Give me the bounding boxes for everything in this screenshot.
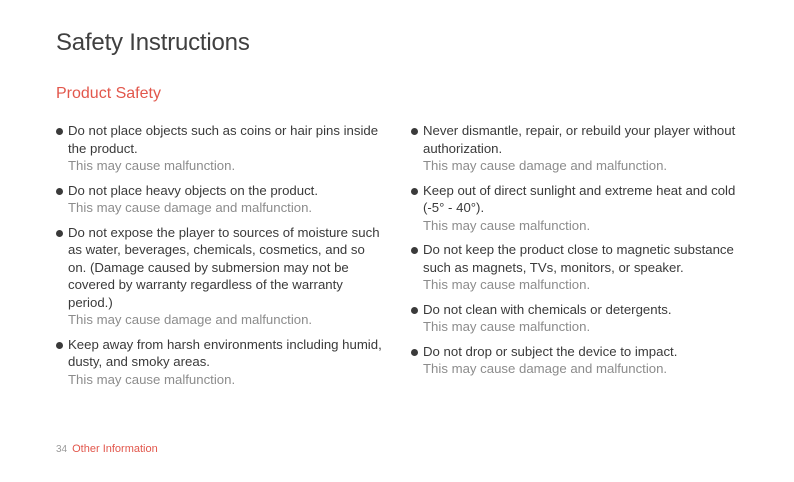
list-item bbox=[56, 224, 386, 329]
bullet-icon bbox=[411, 307, 418, 314]
page-footer bbox=[56, 443, 158, 455]
right-column bbox=[411, 122, 741, 385]
bullet-icon bbox=[411, 128, 418, 135]
bullet-icon bbox=[411, 247, 418, 254]
footer-section-label: Other Information bbox=[72, 443, 158, 455]
instruction-note: This may cause malfunction. bbox=[68, 371, 236, 387]
instruction-note: This may cause damage and malfunction. bbox=[68, 200, 313, 215]
bullet-icon bbox=[56, 230, 63, 237]
bullet-icon bbox=[56, 342, 63, 349]
list-item bbox=[411, 301, 741, 336]
instruction-note: This may cause malfunction. bbox=[423, 277, 591, 292]
list-item bbox=[56, 336, 386, 389]
list-item bbox=[411, 343, 741, 378]
instruction-text: Never dismantle, repair, or rebuild your player without authorization. bbox=[423, 123, 736, 156]
bullet-icon bbox=[411, 188, 418, 195]
page-number: 34 bbox=[56, 444, 68, 455]
instruction-note: This may cause malfunction. bbox=[423, 217, 591, 233]
instruction-note: This may cause malfunction. bbox=[423, 319, 591, 334]
list-item bbox=[56, 182, 386, 217]
list-item bbox=[411, 122, 741, 175]
instruction-text: Keep out of direct sunlight and extreme heat and cold (-5° - 40°). bbox=[423, 182, 736, 215]
list-item bbox=[411, 182, 741, 235]
instruction-note: This may cause damage and malfunction. bbox=[68, 312, 313, 327]
instruction-note: This may cause damage and malfunction. bbox=[423, 361, 668, 376]
instruction-text: Do not place heavy objects on the product. bbox=[68, 182, 318, 198]
left-column bbox=[56, 122, 386, 395]
bullet-icon bbox=[411, 349, 418, 356]
instruction-text: Keep away from harsh environments including humid, dusty, and smoky areas. bbox=[68, 336, 382, 369]
bullet-icon bbox=[56, 128, 63, 135]
section-title: Product Safety bbox=[56, 85, 161, 102]
page-title: Safety Instructions bbox=[56, 29, 250, 56]
instruction-text: Do not place objects such as coins or hair pins inside the product. bbox=[68, 123, 379, 156]
instruction-text: Do not drop or subject the device to impact. bbox=[423, 343, 678, 359]
instruction-note: This may cause damage and malfunction. bbox=[423, 158, 668, 173]
instruction-text: Do not expose the player to sources of moisture such as water, beverages, chemicals, cosmetics, and so on. (Damage caused by submersion may not be covered by warranty regardless of the warranty period.) bbox=[68, 224, 380, 310]
list-item bbox=[411, 241, 741, 294]
instruction-text: Do not clean with chemicals or detergents. bbox=[423, 301, 672, 317]
instruction-text: Do not keep the product close to magnetic substance such as magnets, TVs, monitors, or speaker. bbox=[423, 242, 734, 275]
bullet-icon bbox=[56, 188, 63, 195]
list-item bbox=[56, 122, 386, 175]
instruction-note: This may cause malfunction. bbox=[68, 158, 236, 173]
